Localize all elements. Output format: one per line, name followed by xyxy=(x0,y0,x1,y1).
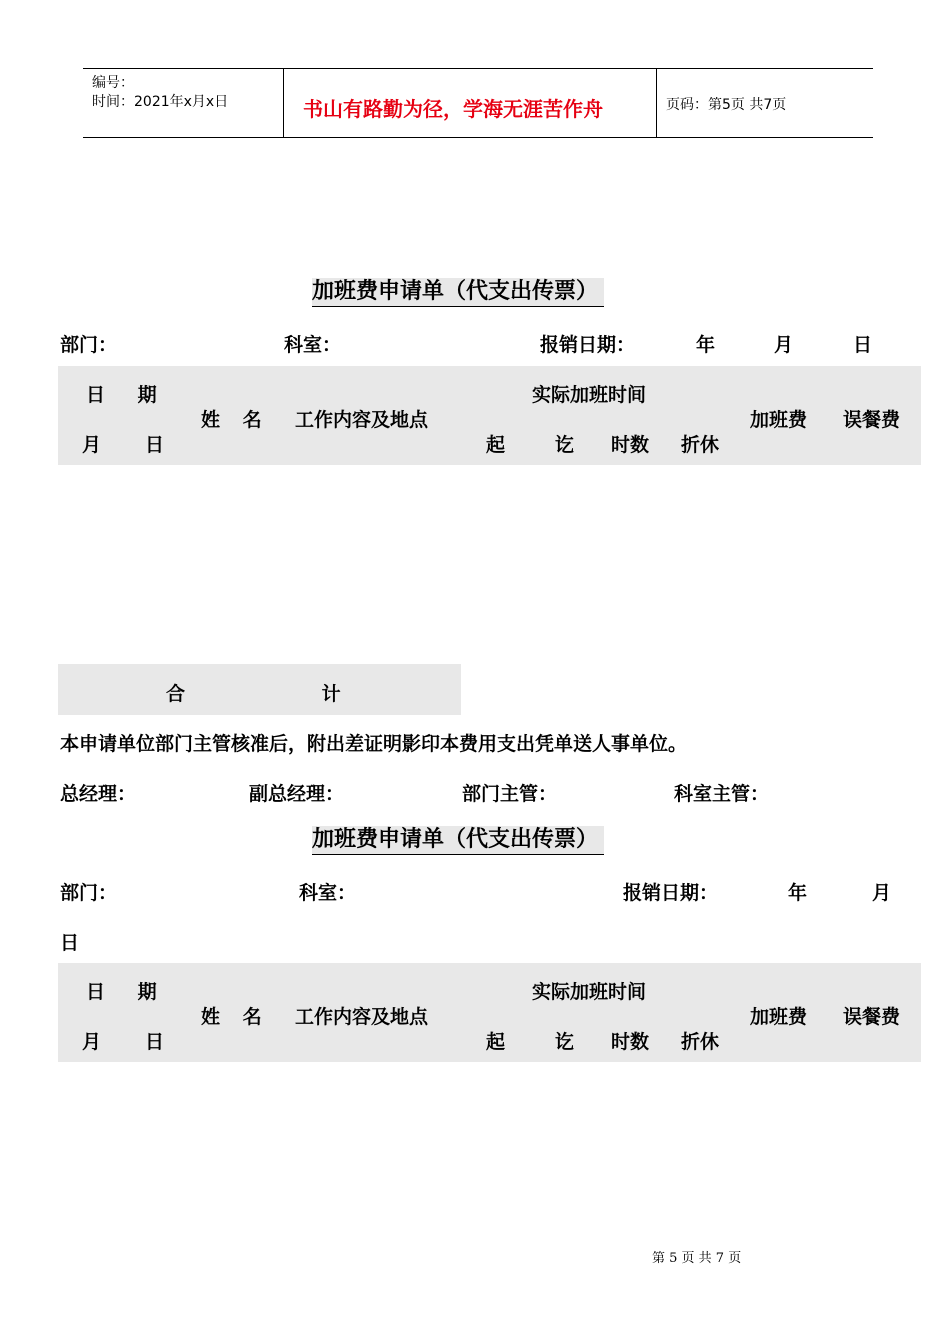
gm-signature-label: 总经理： xyxy=(60,783,137,805)
col-work: 工作内容及地点 xyxy=(295,1006,429,1028)
month-label: 月 xyxy=(872,882,892,904)
deputy-gm-signature-label: 副总经理： xyxy=(249,783,345,805)
page-footer: 第 5 页 共 7 页 xyxy=(652,1251,742,1266)
dept-head-signature-label: 部门主管： xyxy=(462,783,558,805)
col-comp-leave: 折休 xyxy=(681,434,720,456)
col-date: 日 期 xyxy=(86,981,157,1003)
col-meal-fee: 误餐费 xyxy=(843,1006,901,1028)
form-note: 本申请单位部门主管核准后，附出差证明影印本费用支出凭单送人事单位。 xyxy=(60,733,688,755)
form-title: 加班费申请单（代支出传票） xyxy=(312,826,604,855)
col-overtime-fee: 加班费 xyxy=(750,1006,808,1028)
year-label: 年 xyxy=(788,882,808,904)
col-actual-time: 实际加班时间 xyxy=(532,981,647,1003)
col-actual-time: 实际加班时间 xyxy=(532,384,647,406)
month-label: 月 xyxy=(774,334,794,356)
col-day: 日 xyxy=(145,434,165,456)
page-header xyxy=(83,68,873,138)
col-month: 月 xyxy=(82,434,102,456)
col-date: 日 期 xyxy=(86,384,157,406)
doc-number-label: 编号： xyxy=(92,75,134,91)
col-month: 月 xyxy=(82,1031,102,1053)
reimb-date-label: 报销日期： xyxy=(540,334,636,356)
total-label: 合 计 xyxy=(166,683,341,705)
col-name: 姓 名 xyxy=(201,1006,262,1028)
col-name: 姓 名 xyxy=(201,409,262,431)
section-label: 科室： xyxy=(299,882,357,904)
col-comp-leave: 折休 xyxy=(681,1031,720,1053)
col-day: 日 xyxy=(145,1031,165,1053)
year-label: 年 xyxy=(696,334,716,356)
form-title: 加班费申请单（代支出传票） xyxy=(312,278,604,307)
doc-time-label: 时间：2021年x月x日 xyxy=(92,94,229,110)
header-motto: 书山有路勤为径，学海无涯苦作舟 xyxy=(303,97,603,121)
col-hours: 时数 xyxy=(611,434,650,456)
col-end: 讫 xyxy=(555,1031,575,1053)
col-meal-fee: 误餐费 xyxy=(843,409,901,431)
col-work: 工作内容及地点 xyxy=(295,409,429,431)
dept-label: 部门： xyxy=(60,334,118,356)
day-label: 日 xyxy=(853,334,873,356)
header-divider xyxy=(283,69,284,137)
col-overtime-fee: 加班费 xyxy=(750,409,808,431)
reimb-date-label: 报销日期： xyxy=(623,882,719,904)
col-start: 起 xyxy=(486,434,506,456)
dept-label: 部门： xyxy=(60,882,118,904)
section-head-signature-label: 科室主管： xyxy=(674,783,770,805)
header-divider xyxy=(656,69,657,137)
section-label: 科室： xyxy=(284,334,342,356)
col-hours: 时数 xyxy=(611,1031,650,1053)
col-start: 起 xyxy=(486,1031,506,1053)
col-end: 讫 xyxy=(555,434,575,456)
header-page-label: 页码：第5页 共7页 xyxy=(666,97,787,113)
day-label: 日 xyxy=(60,932,80,954)
